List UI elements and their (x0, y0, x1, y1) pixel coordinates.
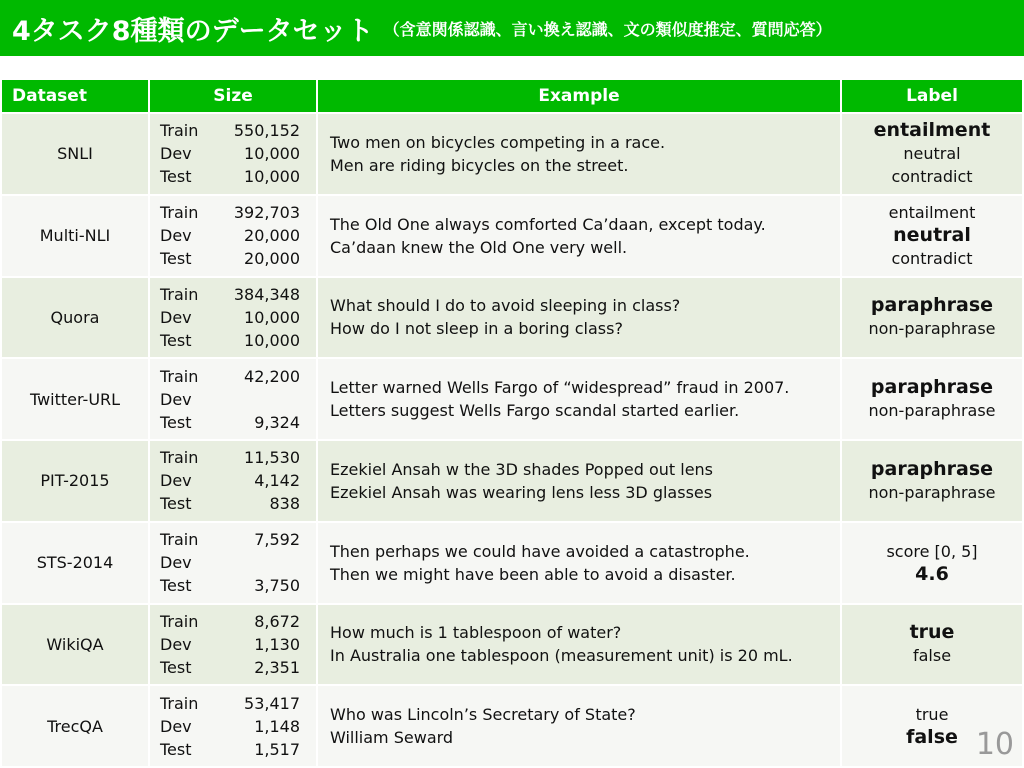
split-name: Test (160, 739, 192, 759)
dataset-name: Multi-NLI (2, 196, 148, 276)
split-name: Dev (160, 716, 192, 736)
split-name: Test (160, 657, 192, 677)
table-row (2, 196, 1022, 276)
split-count: 3,750 (254, 576, 300, 596)
size-line (160, 411, 300, 434)
table-row (2, 441, 1022, 521)
table-row (2, 278, 1022, 358)
title-bar (0, 0, 1024, 56)
table-row (2, 605, 1022, 685)
example-sentence: Men are riding bicycles on the street. (330, 155, 629, 175)
size-line (160, 469, 300, 492)
example-sentence: Ca’daan knew the Old One very well. (330, 237, 628, 257)
example-cell (318, 114, 840, 194)
size-cell (150, 686, 316, 766)
size-line (160, 142, 300, 165)
split-name: Dev (160, 144, 192, 164)
example-cell (318, 278, 840, 358)
dataset-table (0, 78, 1024, 768)
split-count: 20,000 (244, 226, 300, 246)
example-cell (318, 605, 840, 685)
split-name: Dev (160, 226, 192, 246)
dataset-name: Twitter-URL (2, 359, 148, 439)
split-count: 11,530 (244, 448, 300, 468)
split-name: Dev (160, 389, 192, 409)
split-name: Dev (160, 634, 192, 654)
label-cell (842, 441, 1022, 521)
split-name: Test (160, 167, 192, 187)
size-line (160, 656, 300, 679)
slide-title: 4タスク8種類のデータセット (12, 15, 374, 47)
table-row (2, 523, 1022, 603)
size-line (160, 692, 300, 715)
size-line (160, 446, 300, 469)
example-cell (318, 359, 840, 439)
table-row (2, 686, 1022, 766)
label-option-highlighted: neutral (893, 224, 971, 247)
size-line (160, 738, 300, 761)
size-line (160, 329, 300, 352)
size-line (160, 715, 300, 738)
size-line (160, 388, 300, 411)
dataset-name: Quora (2, 278, 148, 358)
example-cell (318, 441, 840, 521)
label-cell (842, 114, 1022, 194)
size-cell (150, 359, 316, 439)
split-count: 1,148 (254, 716, 300, 736)
split-count: 1,130 (254, 634, 300, 654)
split-count: 384,348 (233, 284, 300, 304)
size-cell (150, 196, 316, 276)
size-line (160, 119, 300, 142)
example-sentence: Who was Lincoln’s Secretary of State? (330, 705, 636, 725)
table-header-row (2, 80, 1022, 112)
dataset-name: PIT-2015 (2, 441, 148, 521)
split-count: 42,200 (244, 366, 300, 386)
split-count: 9,324 (254, 412, 300, 432)
slide-subtitle: （含意関係認識、言い換え認識、文の類似度推定、質問応答） (383, 19, 832, 39)
label-option-highlighted: true (909, 621, 955, 644)
split-count: 10,000 (244, 330, 300, 350)
split-name: Test (160, 412, 192, 432)
example-cell (318, 196, 840, 276)
example-sentence: In Australia one tablespoon (measurement unit) is 20 mL. (330, 646, 793, 666)
header-label: Label (842, 80, 1022, 112)
size-line (160, 528, 300, 551)
size-line (160, 610, 300, 633)
example-sentence: How much is 1 tablespoon of water? (330, 623, 622, 643)
example-cell (318, 523, 840, 603)
split-count: 7,592 (254, 530, 300, 550)
header-size: Size (150, 80, 316, 112)
split-count: 10,000 (244, 167, 300, 187)
dataset-name: STS-2014 (2, 523, 148, 603)
dataset-name: SNLI (2, 114, 148, 194)
size-line (160, 165, 300, 188)
split-count: 4,142 (254, 471, 300, 491)
split-name: Train (160, 611, 199, 631)
label-option-highlighted: entailment (873, 119, 991, 142)
size-line (160, 551, 300, 574)
size-cell (150, 441, 316, 521)
label-option: entailment (888, 203, 976, 223)
size-line (160, 224, 300, 247)
size-cell (150, 114, 316, 194)
example-sentence: The Old One always comforted Ca’daan, except today. (330, 214, 766, 234)
split-count: 1,517 (254, 739, 300, 759)
size-line (160, 283, 300, 306)
split-count: 10,000 (244, 144, 300, 164)
size-cell (150, 605, 316, 685)
example-sentence: Letters suggest Wells Fargo scandal started earlier. (330, 401, 740, 421)
split-name: Train (160, 366, 199, 386)
table-row (2, 359, 1022, 439)
size-cell (150, 278, 316, 358)
example-cell (318, 686, 840, 766)
split-name: Train (160, 530, 199, 550)
label-cell (842, 196, 1022, 276)
label-option: true (915, 705, 949, 725)
split-count: 8,672 (254, 611, 300, 631)
split-name: Train (160, 284, 199, 304)
example-sentence: Two men on bicycles competing in a race. (330, 132, 666, 152)
split-name: Dev (160, 307, 192, 327)
header-example: Example (318, 80, 840, 112)
split-name: Train (160, 448, 199, 468)
label-option-highlighted: false (906, 726, 958, 749)
split-count: 2,351 (254, 657, 300, 677)
split-name: Train (160, 693, 199, 713)
split-name: Train (160, 203, 199, 223)
label-option: non-paraphrase (868, 319, 996, 339)
dataset-name: TrecQA (2, 686, 148, 766)
page-number: 10 (975, 727, 1014, 762)
label-option: contradict (891, 167, 973, 187)
label-cell (842, 278, 1022, 358)
split-count: 53,417 (244, 693, 300, 713)
label-option-highlighted: paraphrase (870, 294, 994, 317)
split-name: Test (160, 576, 192, 596)
size-cell (150, 523, 316, 603)
split-name: Dev (160, 553, 192, 573)
label-option-highlighted: paraphrase (870, 376, 994, 399)
example-sentence: Ezekiel Ansah w the 3D shades Popped out lens (330, 459, 714, 479)
split-count: 392,703 (233, 203, 300, 223)
label-cell (842, 605, 1022, 685)
dataset-name: WikiQA (2, 605, 148, 685)
example-sentence: William Seward (330, 728, 454, 748)
size-line (160, 633, 300, 656)
example-sentence: Then perhaps we could have avoided a catastrophe. (330, 541, 750, 561)
table-row (2, 114, 1022, 194)
label-option: score [0, 5] (886, 541, 978, 561)
size-line (160, 201, 300, 224)
label-option: neutral (903, 144, 961, 164)
example-sentence: What should I do to avoid sleeping in class? (330, 296, 681, 316)
size-line (160, 492, 300, 515)
split-name: Test (160, 330, 192, 350)
size-line (160, 247, 300, 270)
split-name: Dev (160, 471, 192, 491)
example-sentence: How do I not sleep in a boring class? (330, 319, 623, 339)
label-option: false (912, 646, 952, 666)
example-sentence: Ezekiel Ansah was wearing lens less 3D glasses (330, 482, 713, 502)
label-option-highlighted: 4.6 (915, 562, 949, 585)
size-line (160, 574, 300, 597)
example-sentence: Letter warned Wells Fargo of “widespread” fraud in 2007. (330, 378, 790, 398)
split-count: 838 (269, 494, 300, 514)
example-sentence: Then we might have been able to avoid a disaster. (330, 564, 736, 584)
split-name: Test (160, 249, 192, 269)
table-body (2, 114, 1022, 766)
split-name: Train (160, 121, 199, 141)
split-count: 10,000 (244, 307, 300, 327)
label-option-highlighted: paraphrase (870, 457, 994, 480)
label-cell (842, 523, 1022, 603)
split-name: Test (160, 494, 192, 514)
header-dataset: Dataset (2, 80, 148, 112)
size-line (160, 306, 300, 329)
label-option: non-paraphrase (868, 401, 996, 421)
label-option: non-paraphrase (868, 482, 996, 502)
split-count: 20,000 (244, 249, 300, 269)
size-line (160, 365, 300, 388)
label-option: contradict (891, 249, 973, 269)
split-count: 550,152 (233, 121, 300, 141)
label-cell (842, 359, 1022, 439)
